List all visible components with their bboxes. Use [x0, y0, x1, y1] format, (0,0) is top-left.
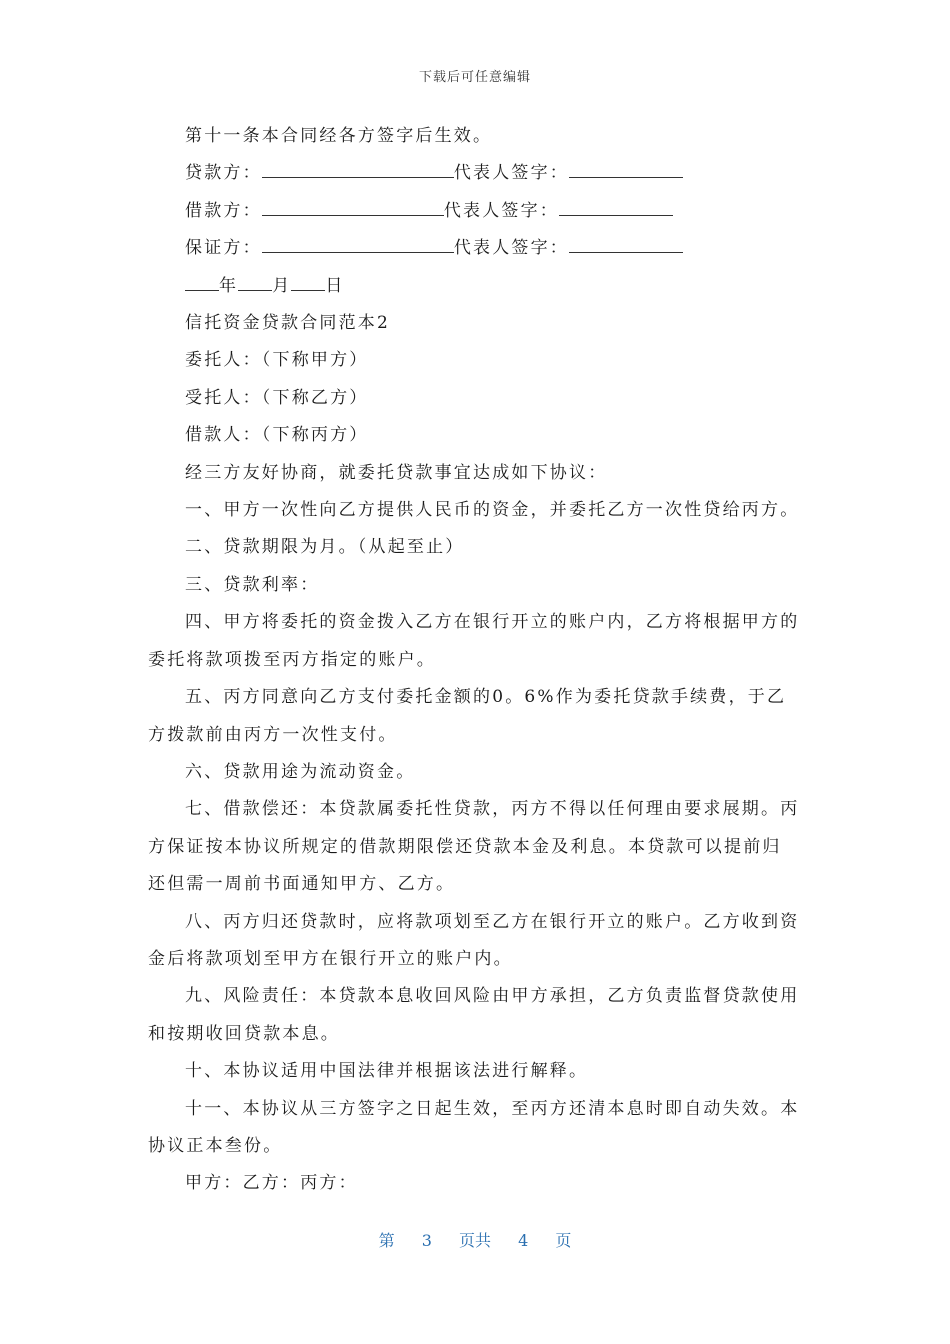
- lender-rep-sign-line: [569, 163, 683, 178]
- section-title: 信托资金贷款合同范本2: [185, 313, 391, 334]
- clause-8: 八、丙方归还贷款时，应将款项划至乙方在银行开立的账户。乙方收到资金后将款项划至甲方在银行开立的账户内。: [148, 911, 800, 969]
- entrustor-line: 委托人：（下称甲方）: [185, 350, 369, 371]
- clause-5: 五、丙方同意向乙方支付委托金额的0。6%作为委托贷款手续费，于乙方拨款前由丙方一次性支付。: [148, 687, 787, 745]
- guarantor-signature-row: [148, 230, 800, 267]
- page-header: 下载后可任意编辑: [418, 70, 531, 85]
- clause-1: 一、甲方一次性向乙方提供人民币的资金，并委托乙方一次性贷给丙方。: [185, 500, 800, 521]
- year-label: 年: [219, 275, 239, 296]
- day-label: 日: [325, 275, 345, 296]
- document-body: [148, 118, 800, 1203]
- year-blank: [185, 276, 219, 291]
- clause-3: 三、贷款利率：: [185, 574, 320, 595]
- borrower-label: 借款方：: [185, 200, 262, 221]
- trustee-line: 受托人：（下称乙方）: [185, 387, 369, 408]
- lender-sign-line: [262, 163, 454, 178]
- month-blank: [238, 276, 272, 291]
- footer-total-pages: 4: [518, 1231, 529, 1250]
- borrower-rep-sign-line: [559, 201, 673, 216]
- clause-7: 七、借款偿还：本贷款属委托性贷款，丙方不得以任何理由要求展期。丙方保证按本协议所规定的借款期限偿还贷款本金及利息。本贷款可以提前归还但需一周前书面通知甲方、乙方。: [148, 799, 800, 895]
- page-footer: [0, 1228, 950, 1251]
- borrower-signature-row: [148, 193, 800, 230]
- clause-9: 九、风险责任：本贷款本息收回风险由甲方承担，乙方负责监督贷款使用和按期收回贷款本息。: [148, 986, 800, 1044]
- lender-signature-row: [148, 155, 800, 192]
- clause-2: 二、贷款期限为月。（从起至止）: [185, 537, 465, 558]
- borrower-sign-line: [262, 201, 444, 216]
- footer-prefix: 第: [378, 1231, 395, 1250]
- clause-4: 四、甲方将委托的资金拨入乙方在银行开立的账户内，乙方将根据甲方的委托将款项拨至丙方指定的账户。: [148, 612, 800, 670]
- parties-signature-line: 甲方：乙方：丙方：: [185, 1173, 358, 1194]
- clause-6: 六、贷款用途为流动资金。: [185, 761, 416, 782]
- footer-middle: 页共: [458, 1231, 491, 1250]
- guarantor-rep-sign-line: [569, 238, 683, 253]
- intro-paragraph: 经三方友好协商，就委托贷款事宜达成如下协议：: [185, 462, 608, 483]
- clause-11: 十一、本协议从三方签字之日起生效，至丙方还清本息时即自动失效。本协议正本叁份。: [148, 1098, 800, 1156]
- lender-rep-label: 代表人签字：: [453, 163, 570, 184]
- guarantor-rep-label: 代表人签字：: [453, 238, 570, 259]
- date-row: [148, 268, 800, 305]
- loanee-line: 借款人：（下称丙方）: [185, 425, 369, 446]
- footer-page-number: 3: [421, 1231, 432, 1250]
- footer-suffix: 页: [555, 1231, 572, 1250]
- guarantor-label: 保证方：: [185, 238, 262, 259]
- month-label: 月: [272, 275, 292, 296]
- clause-10: 十、本协议适用中国法律并根据该法进行解释。: [185, 1061, 589, 1082]
- day-blank: [291, 276, 325, 291]
- borrower-rep-label: 代表人签字：: [443, 200, 560, 221]
- lender-label: 贷款方：: [185, 163, 262, 184]
- clause-effective: 第十一条本合同经各方签字后生效。: [185, 126, 493, 146]
- guarantor-sign-line: [262, 238, 454, 253]
